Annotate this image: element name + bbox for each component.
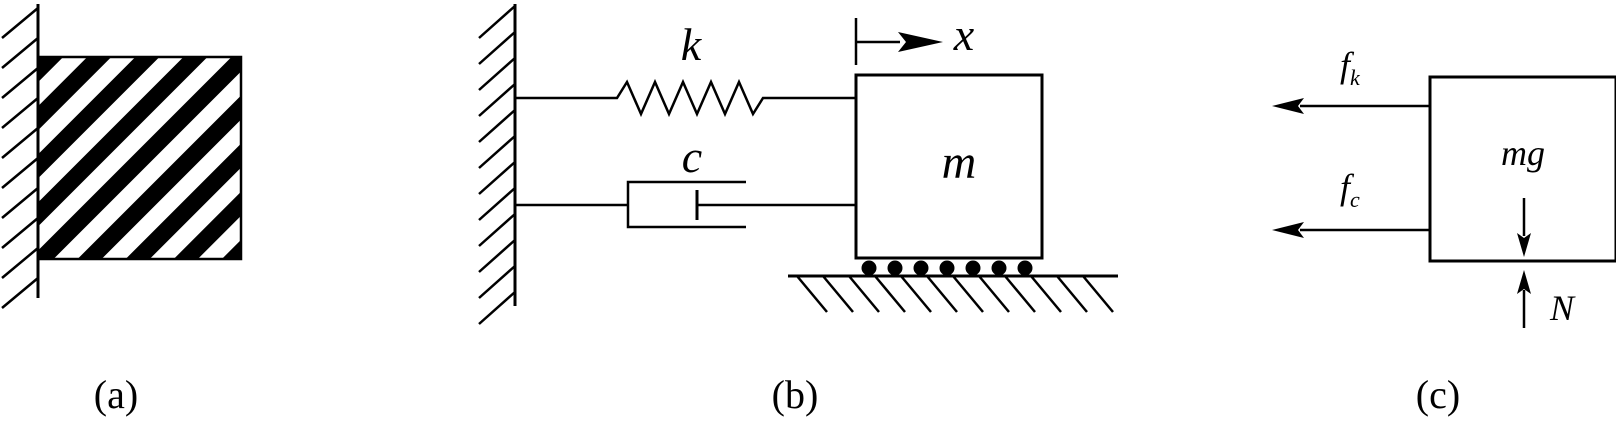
spring-label-k: k bbox=[680, 19, 702, 70]
panel-a-wall bbox=[2, 4, 38, 308]
damper-force-label bbox=[1340, 167, 1360, 212]
caption-c: (c) bbox=[1415, 372, 1461, 417]
caption-a: (a) bbox=[93, 372, 139, 417]
caption-b: (b) bbox=[771, 372, 819, 417]
damper-force-symbol: f bbox=[1340, 167, 1351, 207]
spring-force-arrow bbox=[1272, 98, 1430, 114]
mass-label-m: m bbox=[941, 136, 977, 189]
spring-force-symbol: f bbox=[1340, 45, 1351, 85]
panel-b-wall bbox=[479, 4, 515, 324]
displacement-arrow bbox=[856, 18, 943, 65]
normal-force-arrow bbox=[1517, 270, 1531, 328]
displacement-label-x: x bbox=[953, 9, 975, 60]
spring bbox=[515, 82, 856, 114]
weight-label-mg: mg bbox=[1501, 133, 1545, 173]
damper bbox=[515, 182, 856, 227]
hatched-block bbox=[38, 57, 241, 259]
damper-force-arrow bbox=[1272, 222, 1430, 238]
damper-label-c: c bbox=[681, 131, 703, 182]
damper-force-subscript: c bbox=[1350, 187, 1360, 212]
spring-force-label bbox=[1340, 45, 1361, 90]
panel-c bbox=[1272, 45, 1616, 417]
panel-b bbox=[479, 4, 1118, 417]
normal-force-label: N bbox=[1550, 288, 1575, 328]
panel-a bbox=[2, 4, 241, 417]
rollers bbox=[862, 261, 1033, 276]
ground bbox=[788, 276, 1118, 312]
spring-force-subscript: k bbox=[1350, 65, 1360, 90]
